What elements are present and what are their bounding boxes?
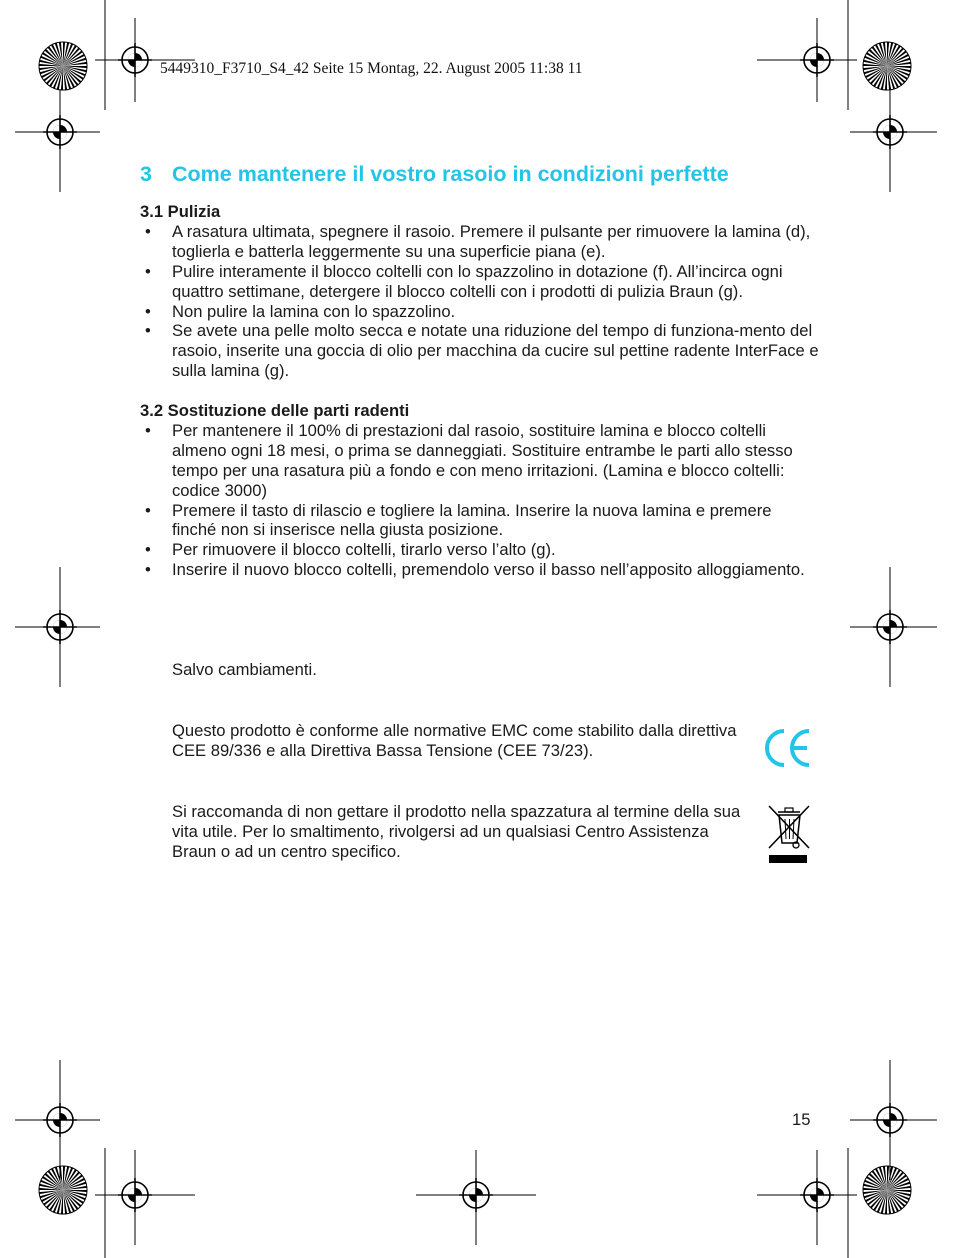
star-target-icon (863, 1166, 911, 1214)
section-heading: 3.2 Sostituzione delle parti radenti (140, 401, 410, 421)
star-target-icon (39, 42, 87, 90)
disposal-note: Si raccomanda di non gettare il prodotto nella spazzatura al termine della sua vita utile. Per lo smaltimento, rivolgersi ad un qualsiasi Centro Assistenza Braun o ad un centro specifico. (172, 802, 741, 861)
star-target-icon (39, 1166, 87, 1214)
registration-mark-icon (43, 610, 77, 644)
registration-mark-icon (118, 1178, 152, 1212)
list-item: • Non pulire la lamina con lo spazzolino. (140, 302, 820, 322)
registration-mark-icon (459, 1178, 493, 1212)
page-number: 15 (792, 1110, 811, 1129)
section-cleaning (140, 202, 820, 381)
bullet-list (140, 222, 820, 381)
list-item: • Se avete una pelle molto secca e notate una riduzione del tempo di funziona-mento del rasoio, inserite una goccia di olio per macchina da cucire sul pettine radente InterFace e sulla lamina (g). (140, 321, 820, 381)
registration-mark-icon (873, 610, 907, 644)
section-replacement (140, 401, 820, 580)
list-item: • Pulire interamente il blocco coltelli con lo spazzolino in dotazione (f). All’incirca ogni quattro settimane, detergere il blocco coltelli con i prodotti di pulizia Braun (g). (140, 262, 820, 302)
section-heading: 3.1 Pulizia (140, 202, 221, 221)
list-item: • Premere il tasto di rilascio e togliere la lamina. Inserire la nuova lamina e premere finché non si inserisce nella giusta posizione. (140, 501, 820, 541)
registration-mark-icon (800, 43, 834, 77)
emc-note: Questo prodotto è conforme alle normative EMC come stabilito dalla direttiva CEE 89/336 e alla Direttiva Bassa Tensione (CEE 73/23). (172, 721, 737, 760)
list-item: • A rasatura ultimata, spegnere il rasoio. Premere il pulsante per rimuovere la lamina (d), toglierla e batterla leggermente su una superficie piana (e). (140, 222, 820, 262)
bullet-list (140, 421, 820, 580)
instructions-body (140, 202, 820, 580)
list-item: • Inserire il nuovo blocco coltelli, premendolo verso il basso nell’apposito alloggiamento. (140, 560, 820, 580)
registration-mark-icon (118, 43, 152, 77)
list-item: • Per mantenere il 100% di prestazioni dal rasoio, sostituire lamina e blocco coltelli almeno ogni 18 mesi, o prima se danneggiati. Sostituire entrambe le parti allo stesso tempo per una rasatura più a fondo e con meno irritazioni. (Lamina e blocco coltelli: codice 3000) (140, 421, 820, 501)
registration-mark-icon (43, 1103, 77, 1137)
registration-mark-icon (43, 115, 77, 149)
chapter-number: 3 (140, 162, 152, 186)
crossed-out-wheeled-bin-icon (766, 804, 812, 868)
ce-mark-icon (765, 727, 813, 769)
registration-mark-icon (873, 115, 907, 149)
registration-mark-icon (873, 1103, 907, 1137)
chapter-title (140, 162, 729, 187)
print-header: 5449310_F3710_S4_42 Seite 15 Montag, 22. August 2005 11:38 11 (160, 60, 583, 77)
registration-mark-icon (800, 1178, 834, 1212)
star-target-icon (863, 42, 911, 90)
chapter-title-text: Come mantenere il vostro rasoio in condizioni perfette (172, 162, 729, 186)
list-item: • Per rimuovere il blocco coltelli, tirarlo verso l’alto (g). (140, 540, 820, 560)
changes-note: Salvo cambiamenti. (172, 660, 317, 679)
